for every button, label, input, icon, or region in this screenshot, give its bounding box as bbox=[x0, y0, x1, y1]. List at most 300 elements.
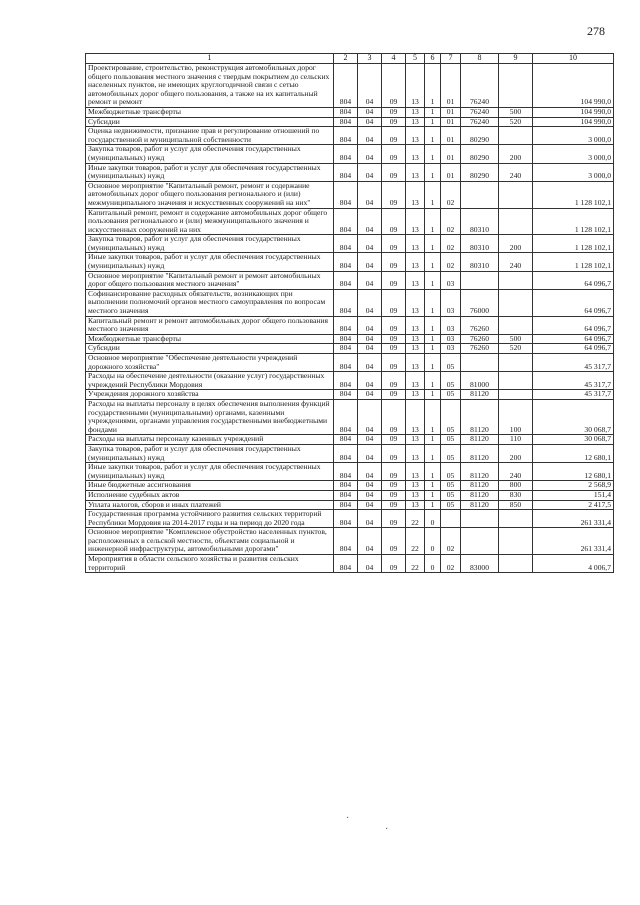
code-cell: 804 bbox=[334, 528, 358, 555]
amount-cell: 104 990,0 bbox=[533, 117, 614, 127]
code-cell: 81120 bbox=[461, 490, 499, 500]
code-cell: 1 bbox=[425, 145, 441, 163]
code-cell: 804 bbox=[334, 117, 358, 127]
code-cell: 1 bbox=[425, 372, 441, 390]
code-cell: 13 bbox=[406, 163, 425, 181]
code-cell: 09 bbox=[382, 334, 406, 344]
code-cell: 09 bbox=[382, 253, 406, 271]
code-cell: 1 bbox=[425, 235, 441, 253]
code-cell: 09 bbox=[382, 289, 406, 316]
code-cell: 13 bbox=[406, 181, 425, 208]
code-cell: 804 bbox=[334, 372, 358, 390]
code-cell: 04 bbox=[358, 344, 382, 354]
code-cell: 01 bbox=[441, 127, 461, 145]
code-cell: 09 bbox=[382, 117, 406, 127]
code-cell: 04 bbox=[358, 181, 382, 208]
code-cell bbox=[499, 289, 533, 316]
amount-cell: 64 096,7 bbox=[533, 316, 614, 334]
code-cell: 804 bbox=[334, 399, 358, 434]
table-header-row bbox=[86, 54, 614, 64]
table-row bbox=[86, 316, 614, 334]
column-number-header: 1 bbox=[86, 54, 334, 64]
code-cell: 1 bbox=[425, 490, 441, 500]
code-cell: 80310 bbox=[461, 235, 499, 253]
code-cell: 02 bbox=[441, 181, 461, 208]
code-cell: 09 bbox=[382, 64, 406, 108]
code-cell: 1 bbox=[425, 107, 441, 117]
code-cell bbox=[499, 555, 533, 573]
code-cell: 804 bbox=[334, 354, 358, 372]
code-cell: 0 bbox=[425, 528, 441, 555]
code-cell: 04 bbox=[358, 528, 382, 555]
code-cell: 804 bbox=[334, 163, 358, 181]
table-row bbox=[86, 372, 614, 390]
table-row bbox=[86, 107, 614, 117]
code-cell: 03 bbox=[441, 289, 461, 316]
row-description: Закупка товаров, работ и услуг для обеспечения государственных (муниципальных) нужд bbox=[86, 145, 334, 163]
amount-cell: 104 990,0 bbox=[533, 107, 614, 117]
table-row bbox=[86, 117, 614, 127]
table-row bbox=[86, 500, 614, 510]
code-cell: 76240 bbox=[461, 64, 499, 108]
code-cell: 83000 bbox=[461, 555, 499, 573]
code-cell: 1 bbox=[425, 390, 441, 400]
amount-cell: 45 317,7 bbox=[533, 372, 614, 390]
row-description: Мероприятия в области сельского хозяйства и развития сельских территорий bbox=[86, 555, 334, 573]
code-cell: 04 bbox=[358, 490, 382, 500]
amount-cell: 1 128 102,1 bbox=[533, 208, 614, 235]
amount-cell: 12 680,1 bbox=[533, 463, 614, 481]
code-cell bbox=[499, 271, 533, 289]
code-cell: 04 bbox=[358, 127, 382, 145]
row-description: Основное мероприятие "Капитальный ремонт и ремонт автомобильных дорог общего пользования местного значения" bbox=[86, 271, 334, 289]
code-cell: 76260 bbox=[461, 344, 499, 354]
table-row bbox=[86, 399, 614, 434]
code-cell: 05 bbox=[441, 463, 461, 481]
code-cell: 04 bbox=[358, 271, 382, 289]
code-cell: 520 bbox=[499, 344, 533, 354]
code-cell: 13 bbox=[406, 372, 425, 390]
code-cell: 1 bbox=[425, 117, 441, 127]
code-cell: 804 bbox=[334, 145, 358, 163]
table-row bbox=[86, 289, 614, 316]
code-cell: 04 bbox=[358, 354, 382, 372]
code-cell: 240 bbox=[499, 463, 533, 481]
row-description: Субсидии bbox=[86, 344, 334, 354]
amount-cell: 151,4 bbox=[533, 490, 614, 500]
code-cell: 13 bbox=[406, 435, 425, 445]
amount-cell: 1 128 102,1 bbox=[533, 253, 614, 271]
code-cell: 04 bbox=[358, 334, 382, 344]
code-cell: 240 bbox=[499, 253, 533, 271]
code-cell: 13 bbox=[406, 316, 425, 334]
row-description: Основное мероприятие "Капитальный ремонт, ремонт и содержание автомобильных дорог общего пользования регионального и (или) межмуниципального значения и искусственных сооружений на них" bbox=[86, 181, 334, 208]
amount-cell: 2 568,9 bbox=[533, 481, 614, 491]
code-cell: 850 bbox=[499, 500, 533, 510]
code-cell: 804 bbox=[334, 253, 358, 271]
code-cell: 09 bbox=[382, 107, 406, 117]
table-row bbox=[86, 253, 614, 271]
code-cell: 76260 bbox=[461, 334, 499, 344]
code-cell: 04 bbox=[358, 390, 382, 400]
code-cell: 05 bbox=[441, 372, 461, 390]
code-cell: 22 bbox=[406, 555, 425, 573]
table-row bbox=[86, 490, 614, 500]
amount-cell: 261 331,4 bbox=[533, 510, 614, 528]
code-cell: 804 bbox=[334, 444, 358, 462]
code-cell: 05 bbox=[441, 354, 461, 372]
code-cell: 1 bbox=[425, 163, 441, 181]
code-cell: 13 bbox=[406, 444, 425, 462]
code-cell: 1 bbox=[425, 444, 441, 462]
code-cell: 1 bbox=[425, 253, 441, 271]
page-number: 278 bbox=[587, 24, 605, 38]
code-cell: 13 bbox=[406, 117, 425, 127]
code-cell bbox=[499, 390, 533, 400]
code-cell: 13 bbox=[406, 107, 425, 117]
code-cell: 05 bbox=[441, 500, 461, 510]
row-description: Расходы на выплаты персоналу в целях обеспечения выполнения функций государственными (муниципальными) органами, казенными учреждениями, органами управления государственными внебюджетными фондами bbox=[86, 399, 334, 434]
code-cell bbox=[499, 181, 533, 208]
code-cell: 09 bbox=[382, 435, 406, 445]
code-cell: 804 bbox=[334, 463, 358, 481]
code-cell: 09 bbox=[382, 463, 406, 481]
table-row bbox=[86, 390, 614, 400]
code-cell: 1 bbox=[425, 271, 441, 289]
code-cell: 09 bbox=[382, 316, 406, 334]
code-cell: 04 bbox=[358, 510, 382, 528]
code-cell: 500 bbox=[499, 334, 533, 344]
row-description: Межбюджетные трансферты bbox=[86, 107, 334, 117]
code-cell: 804 bbox=[334, 510, 358, 528]
code-cell: 09 bbox=[382, 208, 406, 235]
row-description: Государственная программа устойчивого развития сельских территорий Республики Мордовия на 2014-2017 годы и на период до 2020 года bbox=[86, 510, 334, 528]
code-cell: 13 bbox=[406, 500, 425, 510]
row-description: Межбюджетные трансферты bbox=[86, 334, 334, 344]
row-description: Основное мероприятие "Комплексное обустройство населенных пунктов, расположенных в сельской местности, объектами социальной и инженерной инфраструктуры, автомобильными дорогами" bbox=[86, 528, 334, 555]
code-cell: 80290 bbox=[461, 127, 499, 145]
row-description: Софинансирование расходных обязательств, возникающих при выполнении полномочий органов местного самоуправления по вопросам местного значения bbox=[86, 289, 334, 316]
code-cell: 09 bbox=[382, 490, 406, 500]
row-description: Основное мероприятие "Обеспечение деятельности учреждений дорожного хозяйства" bbox=[86, 354, 334, 372]
code-cell bbox=[461, 354, 499, 372]
row-description: Расходы на выплаты персоналу казенных учреждений bbox=[86, 435, 334, 445]
amount-cell: 64 096,7 bbox=[533, 334, 614, 344]
column-number-header: 8 bbox=[461, 54, 499, 64]
code-cell: 13 bbox=[406, 481, 425, 491]
code-cell: 804 bbox=[334, 107, 358, 117]
code-cell: 03 bbox=[441, 316, 461, 334]
code-cell: 02 bbox=[441, 235, 461, 253]
code-cell bbox=[461, 271, 499, 289]
table-row bbox=[86, 64, 614, 108]
row-description: Закупка товаров, работ и услуг для обеспечения государственных (муниципальных) нужд bbox=[86, 444, 334, 462]
code-cell: 04 bbox=[358, 208, 382, 235]
column-number-header: 9 bbox=[499, 54, 533, 64]
table-row bbox=[86, 510, 614, 528]
amount-cell: 4 006,7 bbox=[533, 555, 614, 573]
code-cell: 22 bbox=[406, 510, 425, 528]
table-row bbox=[86, 208, 614, 235]
column-number-header: 10 bbox=[533, 54, 614, 64]
code-cell: 1 bbox=[425, 127, 441, 145]
amount-cell: 104 990,0 bbox=[533, 64, 614, 108]
code-cell: 04 bbox=[358, 107, 382, 117]
code-cell bbox=[499, 64, 533, 108]
amount-cell: 30 068,7 bbox=[533, 435, 614, 445]
amount-cell: 3 000,0 bbox=[533, 163, 614, 181]
code-cell: 13 bbox=[406, 235, 425, 253]
code-cell: 830 bbox=[499, 490, 533, 500]
code-cell: 04 bbox=[358, 444, 382, 462]
code-cell bbox=[461, 528, 499, 555]
amount-cell: 3 000,0 bbox=[533, 127, 614, 145]
code-cell: 520 bbox=[499, 117, 533, 127]
code-cell: 81120 bbox=[461, 481, 499, 491]
code-cell: 03 bbox=[441, 271, 461, 289]
code-cell: 13 bbox=[406, 463, 425, 481]
code-cell: 81120 bbox=[461, 399, 499, 434]
code-cell: 13 bbox=[406, 354, 425, 372]
code-cell: 1 bbox=[425, 64, 441, 108]
code-cell: 09 bbox=[382, 344, 406, 354]
row-description: Проектирование, строительство, реконструкция автомобильных дорог общего пользования местного значения с твердым покрытием до сельских населенных пунктов, не имеющих круглогодичной связи с сетью автомобильных дорог общего пользования, а также на их капитальный ремонт и ремонт bbox=[86, 64, 334, 108]
code-cell: 04 bbox=[358, 463, 382, 481]
amount-cell: 261 331,4 bbox=[533, 528, 614, 555]
code-cell: 09 bbox=[382, 163, 406, 181]
code-cell: 13 bbox=[406, 344, 425, 354]
code-cell: 13 bbox=[406, 390, 425, 400]
code-cell: 13 bbox=[406, 64, 425, 108]
code-cell bbox=[499, 316, 533, 334]
table-row bbox=[86, 181, 614, 208]
code-cell: 81120 bbox=[461, 390, 499, 400]
code-cell: 09 bbox=[382, 181, 406, 208]
code-cell: 13 bbox=[406, 399, 425, 434]
code-cell: 804 bbox=[334, 555, 358, 573]
code-cell: 804 bbox=[334, 316, 358, 334]
code-cell: 03 bbox=[441, 334, 461, 344]
code-cell: 04 bbox=[358, 372, 382, 390]
stray-dot: · bbox=[346, 813, 350, 824]
code-cell: 804 bbox=[334, 500, 358, 510]
code-cell: 05 bbox=[441, 481, 461, 491]
code-cell: 76260 bbox=[461, 316, 499, 334]
amount-cell: 3 000,0 bbox=[533, 145, 614, 163]
column-number-header: 7 bbox=[441, 54, 461, 64]
row-description: Субсидии bbox=[86, 117, 334, 127]
code-cell: 09 bbox=[382, 127, 406, 145]
code-cell bbox=[461, 181, 499, 208]
code-cell: 09 bbox=[382, 500, 406, 510]
code-cell: 1 bbox=[425, 289, 441, 316]
code-cell: 09 bbox=[382, 372, 406, 390]
table-row bbox=[86, 354, 614, 372]
row-description: Иные закупки товаров, работ и услуг для обеспечения государственных (муниципальных) нужд bbox=[86, 163, 334, 181]
column-number-header: 2 bbox=[334, 54, 358, 64]
table-row bbox=[86, 334, 614, 344]
table-row bbox=[86, 555, 614, 573]
code-cell: 80310 bbox=[461, 253, 499, 271]
amount-cell: 12 680,1 bbox=[533, 444, 614, 462]
code-cell: 81120 bbox=[461, 435, 499, 445]
column-number-header: 5 bbox=[406, 54, 425, 64]
code-cell: 04 bbox=[358, 316, 382, 334]
row-description: Капитальный ремонт, ремонт и содержание автомобильных дорог общего пользования регионального и (или) межмуниципального значения и искусственных сооружений на них bbox=[86, 208, 334, 235]
table-row bbox=[86, 435, 614, 445]
code-cell: 81000 bbox=[461, 372, 499, 390]
row-description: Учреждения дорожного хозяйства bbox=[86, 390, 334, 400]
code-cell: 76240 bbox=[461, 107, 499, 117]
code-cell bbox=[499, 372, 533, 390]
row-description: Капитальный ремонт и ремонт автомобильных дорог общего пользования местного значения bbox=[86, 316, 334, 334]
code-cell: 240 bbox=[499, 163, 533, 181]
row-description: Уплата налогов, сборов и иных платежей bbox=[86, 500, 334, 510]
code-cell: 1 bbox=[425, 399, 441, 434]
table-row bbox=[86, 271, 614, 289]
code-cell bbox=[499, 510, 533, 528]
code-cell: 804 bbox=[334, 481, 358, 491]
table-row bbox=[86, 463, 614, 481]
code-cell: 1 bbox=[425, 435, 441, 445]
column-number-header: 3 bbox=[358, 54, 382, 64]
row-description: Исполнение судебных актов bbox=[86, 490, 334, 500]
code-cell: 13 bbox=[406, 208, 425, 235]
code-cell: 04 bbox=[358, 235, 382, 253]
code-cell: 01 bbox=[441, 107, 461, 117]
code-cell: 81120 bbox=[461, 500, 499, 510]
amount-cell: 30 068,7 bbox=[533, 399, 614, 434]
amount-cell: 64 096,7 bbox=[533, 271, 614, 289]
code-cell: 13 bbox=[406, 334, 425, 344]
code-cell: 804 bbox=[334, 181, 358, 208]
code-cell: 100 bbox=[499, 399, 533, 434]
code-cell bbox=[499, 208, 533, 235]
code-cell: 05 bbox=[441, 390, 461, 400]
code-cell: 804 bbox=[334, 127, 358, 145]
amount-cell: 2 417,5 bbox=[533, 500, 614, 510]
code-cell: 80290 bbox=[461, 145, 499, 163]
code-cell bbox=[461, 510, 499, 528]
code-cell: 09 bbox=[382, 235, 406, 253]
code-cell: 1 bbox=[425, 500, 441, 510]
amount-cell: 64 096,7 bbox=[533, 344, 614, 354]
code-cell: 04 bbox=[358, 435, 382, 445]
code-cell: 200 bbox=[499, 145, 533, 163]
code-cell: 02 bbox=[441, 528, 461, 555]
code-cell: 01 bbox=[441, 145, 461, 163]
code-cell: 04 bbox=[358, 145, 382, 163]
code-cell: 03 bbox=[441, 344, 461, 354]
code-cell: 804 bbox=[334, 271, 358, 289]
code-cell: 05 bbox=[441, 444, 461, 462]
amount-cell: 45 317,7 bbox=[533, 354, 614, 372]
code-cell: 02 bbox=[441, 555, 461, 573]
code-cell: 0 bbox=[425, 555, 441, 573]
code-cell: 0 bbox=[425, 510, 441, 528]
code-cell: 09 bbox=[382, 390, 406, 400]
code-cell: 804 bbox=[334, 344, 358, 354]
code-cell: 09 bbox=[382, 271, 406, 289]
code-cell: 13 bbox=[406, 271, 425, 289]
code-cell: 04 bbox=[358, 500, 382, 510]
code-cell: 804 bbox=[334, 435, 358, 445]
code-cell: 1 bbox=[425, 316, 441, 334]
code-cell: 1 bbox=[425, 334, 441, 344]
code-cell: 02 bbox=[441, 253, 461, 271]
code-cell: 800 bbox=[499, 481, 533, 491]
code-cell: 804 bbox=[334, 390, 358, 400]
code-cell: 04 bbox=[358, 555, 382, 573]
code-cell: 22 bbox=[406, 528, 425, 555]
row-description: Закупка товаров, работ и услуг для обеспечения государственных (муниципальных) нужд bbox=[86, 235, 334, 253]
code-cell: 05 bbox=[441, 399, 461, 434]
code-cell: 01 bbox=[441, 64, 461, 108]
column-number-header: 6 bbox=[425, 54, 441, 64]
code-cell bbox=[499, 354, 533, 372]
code-cell: 09 bbox=[382, 528, 406, 555]
code-cell: 81120 bbox=[461, 463, 499, 481]
stray-dot: · bbox=[385, 824, 389, 835]
code-cell: 804 bbox=[334, 208, 358, 235]
code-cell: 09 bbox=[382, 555, 406, 573]
code-cell: 13 bbox=[406, 127, 425, 145]
code-cell: 09 bbox=[382, 481, 406, 491]
code-cell: 1 bbox=[425, 481, 441, 491]
code-cell: 04 bbox=[358, 399, 382, 434]
code-cell: 200 bbox=[499, 444, 533, 462]
amount-cell: 1 128 102,1 bbox=[533, 181, 614, 208]
code-cell: 02 bbox=[441, 208, 461, 235]
code-cell bbox=[441, 510, 461, 528]
code-cell: 804 bbox=[334, 334, 358, 344]
code-cell: 01 bbox=[441, 163, 461, 181]
code-cell: 09 bbox=[382, 354, 406, 372]
code-cell: 804 bbox=[334, 235, 358, 253]
code-cell: 04 bbox=[358, 117, 382, 127]
table-body bbox=[86, 54, 614, 573]
table-row bbox=[86, 163, 614, 181]
amount-cell: 64 096,7 bbox=[533, 289, 614, 316]
code-cell: 13 bbox=[406, 145, 425, 163]
code-cell: 804 bbox=[334, 64, 358, 108]
code-cell: 09 bbox=[382, 399, 406, 434]
code-cell: 13 bbox=[406, 490, 425, 500]
table-row bbox=[86, 528, 614, 555]
code-cell: 04 bbox=[358, 481, 382, 491]
code-cell: 804 bbox=[334, 289, 358, 316]
code-cell: 09 bbox=[382, 145, 406, 163]
code-cell: 80290 bbox=[461, 163, 499, 181]
code-cell: 110 bbox=[499, 435, 533, 445]
code-cell: 05 bbox=[441, 490, 461, 500]
row-description: Иные закупки товаров, работ и услуг для обеспечения государственных (муниципальных) нужд bbox=[86, 463, 334, 481]
row-description: Иные закупки товаров, работ и услуг для обеспечения государственных (муниципальных) нужд bbox=[86, 253, 334, 271]
code-cell: 09 bbox=[382, 444, 406, 462]
code-cell: 04 bbox=[358, 64, 382, 108]
code-cell: 80310 bbox=[461, 208, 499, 235]
code-cell: 04 bbox=[358, 289, 382, 316]
code-cell bbox=[499, 528, 533, 555]
code-cell: 76000 bbox=[461, 289, 499, 316]
code-cell: 13 bbox=[406, 289, 425, 316]
code-cell: 76240 bbox=[461, 117, 499, 127]
table-row bbox=[86, 235, 614, 253]
code-cell: 804 bbox=[334, 490, 358, 500]
table-row bbox=[86, 344, 614, 354]
code-cell: 1 bbox=[425, 181, 441, 208]
amount-cell: 45 317,7 bbox=[533, 390, 614, 400]
